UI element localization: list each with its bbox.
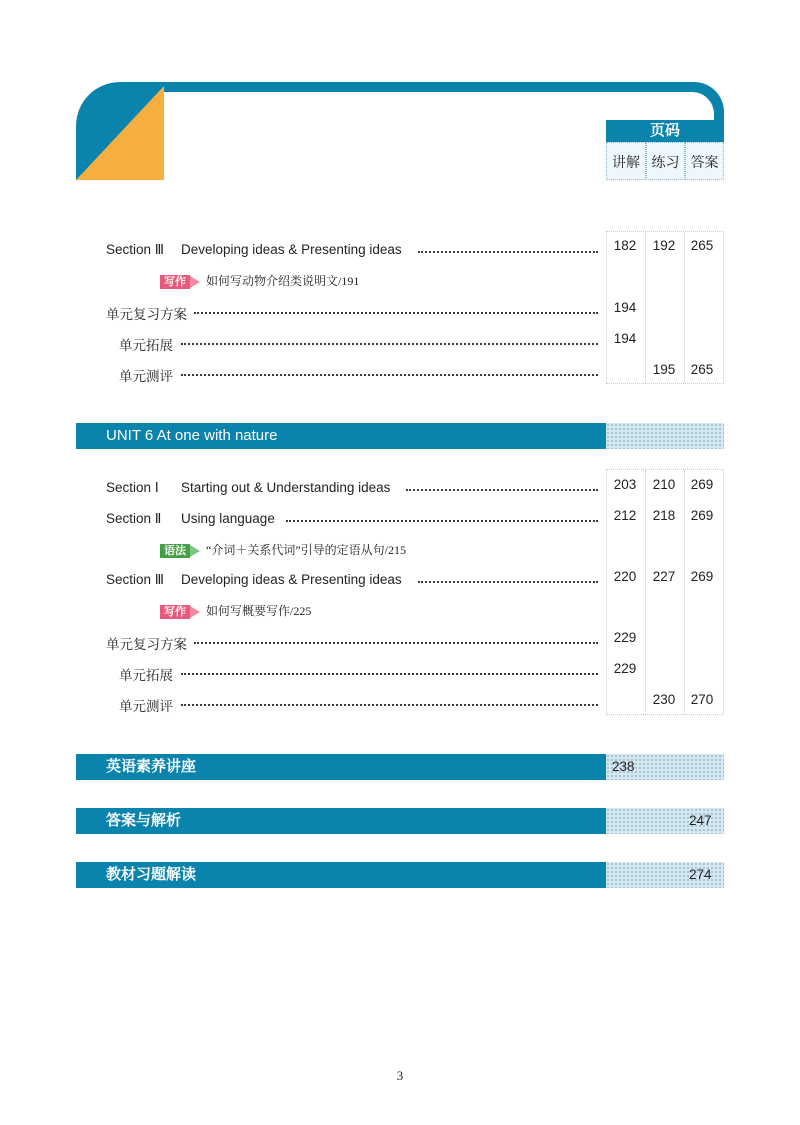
toc-row-extension-u6[interactable] [119,664,173,684]
page-lecture: 220 [613,569,637,584]
section-title: Developing ideas & Presenting ideas [181,572,402,587]
dot-leader [181,374,598,376]
subitem-text: “介词＋关系代词”引导的定语从句/215 [206,543,406,557]
tag-arrow-icon [190,606,200,618]
banner-title: 英语素养讲座 [106,758,197,775]
page-answer: 270 [690,692,714,707]
section-label: Section Ⅲ [106,242,165,257]
banner-page: 274 [689,867,712,882]
toc-row-section3-u6[interactable] [106,572,402,588]
banner-textbook-exercises[interactable] [76,862,724,888]
banner-answers-analysis[interactable] [76,808,724,834]
subitem-text: 如何写概要写作/225 [206,604,312,618]
row-title: 单元测评 [119,369,173,384]
row-title: 单元复习方案 [106,307,187,322]
row-title: 单元拓展 [119,668,173,683]
page-answer: 269 [690,477,714,492]
page-lecture: 194 [613,331,637,346]
banner-title: 答案与解析 [106,812,182,829]
dot-leader [418,581,598,583]
grammar-tag: 语法 [160,544,190,558]
banner-pattern [606,423,724,449]
toc-row-review-u5[interactable] [106,303,187,323]
dot-leader [194,642,598,644]
page-number: 3 [396,1068,404,1083]
page-grid-unit6 [606,469,724,715]
toc-row-review-u6[interactable] [106,633,187,653]
banner-page: 238 [612,759,635,774]
page-lecture: 203 [613,477,637,492]
page-lecture: 182 [613,238,637,253]
banner-literacy-lectures[interactable] [76,754,724,780]
unit6-title: UNIT 6 At one with nature [106,427,278,444]
grammar-subitem-u6[interactable] [160,541,406,558]
writing-subitem-u5[interactable] [160,272,359,289]
page-lecture: 229 [613,661,637,676]
page-answer: 269 [690,569,714,584]
tag-arrow-icon [190,276,200,288]
dot-leader [418,251,598,253]
page-lecture: 229 [613,630,637,645]
page-code-header [606,120,724,180]
section-title: Developing ideas & Presenting ideas [181,242,402,257]
toc-row-section3-u5[interactable] [106,242,402,258]
row-title: 单元拓展 [119,338,173,353]
row-title: 单元测评 [119,699,173,714]
section-title: Starting out & Understanding ideas [181,480,391,495]
page-practice: 195 [652,362,676,377]
column-header-answer: 答案 [685,142,724,180]
writing-subitem-u6[interactable] [160,602,311,619]
toc-row-assessment-u6[interactable] [119,695,173,715]
banner-title: 教材习题解读 [106,866,197,883]
dot-leader [194,312,598,314]
banner-page: 247 [689,813,712,828]
page-answer: 265 [690,238,714,253]
page-answer: 265 [690,362,714,377]
page-practice: 227 [652,569,676,584]
page-practice: 210 [652,477,676,492]
column-header-practice: 练习 [646,142,685,180]
row-title: 单元复习方案 [106,637,187,652]
section-label: Section Ⅱ [106,511,162,526]
dot-leader [286,520,598,522]
column-header-lecture: 讲解 [606,142,646,180]
page-lecture: 212 [613,508,637,523]
writing-tag: 写作 [160,275,190,289]
header-corner-decoration [76,86,166,180]
section-title: Using language [181,511,275,526]
page-lecture: 194 [613,300,637,315]
section-label: Section Ⅲ [106,572,165,587]
dot-leader [181,673,598,675]
toc-row-section1-u6[interactable] [106,480,390,496]
page-practice: 218 [652,508,676,523]
section-label: Section Ⅰ [106,480,159,495]
page-code-title: 页码 [606,120,724,142]
unit6-banner[interactable] [76,423,724,449]
subitem-text: 如何写动物介绍类说明文/191 [206,274,360,288]
page-answer: 269 [690,508,714,523]
tag-arrow-icon [190,545,200,557]
toc-row-section2-u6[interactable] [106,511,275,527]
toc-row-assessment-u5[interactable] [119,365,173,385]
toc-row-extension-u5[interactable] [119,334,173,354]
page-practice: 230 [652,692,676,707]
dot-leader [181,704,598,706]
page-practice: 192 [652,238,676,253]
writing-tag: 写作 [160,605,190,619]
dot-leader [406,489,598,491]
dot-leader [181,343,598,345]
